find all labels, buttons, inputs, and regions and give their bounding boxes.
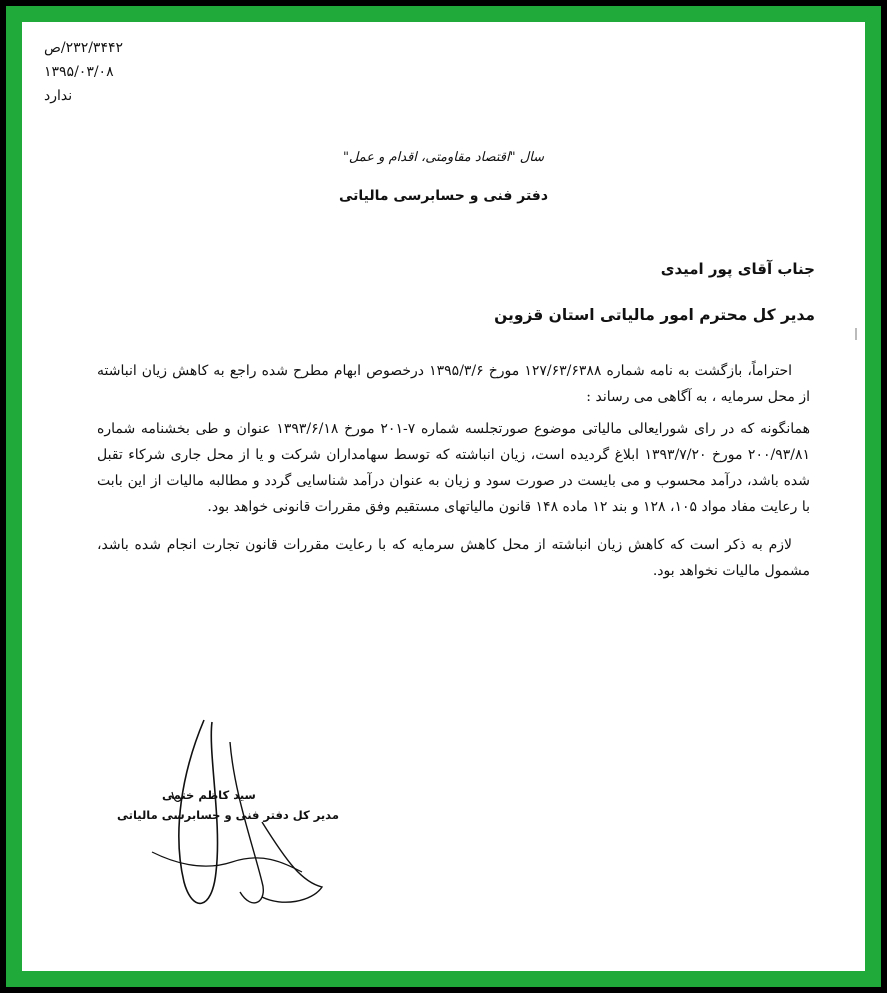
- letter-date: ۱۳۹۵/۰۳/۰۸: [44, 64, 114, 80]
- recipient-title: مدیر کل محترم امور مالیاتی استان قزوین: [494, 306, 815, 324]
- letter-meta: [44, 36, 154, 108]
- paragraph-note: لازم به ذکر است که کاهش زیان انباشته از محل کاهش سرمایه که با رعایت مقررات قانون تجارت انجام شده باشد، مشمول مالیات نخواهد بود.: [97, 537, 810, 579]
- office-name: دفتر فنی و حسابرسی مالیاتی: [338, 188, 549, 204]
- recipient-name: جناب آقای پور امیدی: [660, 260, 815, 278]
- year-slogan: سال "اقتصاد مقاومتی، اقدام و عمل": [342, 150, 545, 165]
- letter-number: ۲۳۲/۳۴۴۲/ص: [44, 40, 124, 56]
- paragraph-main: همانگونه که در رای شورایعالی مالیاتی موضوع صورتجلسه شماره ۷-۲۰۱ مورخ ۱۳۹۳/۶/۱۸ عنوان و طی بخشنامه شماره ۲۰۰/۹۳/۸۱ مورخ ۱۳۹۳/۷/۲۰ ابلاغ گردیده است، زیان انباشته که توسط سهامداران شرکت و یا از محل جاری شرکاء تقبل شده باشد، درآمد محسوب و می بایست در صورت سود و زیان به عنوان درآمد شناسایی گردد و مطالبه مالیات از این بابت با رعایت مفاد مواد ۱۰۵، ۱۲۸ و بند ۱۲ ماده ۱۴۸ قانون مالیاتهای مستقیم وفق مقررات قانونی خواهد بود.: [97, 421, 810, 515]
- letter-page: [22, 22, 865, 971]
- letter-attachment: ندارد: [44, 88, 73, 104]
- paragraph-intro: احتراماً، بازگشت به نامه شماره ۱۲۷/۶۳/۶۳۸۸ مورخ ۱۳۹۵/۳/۶ درخصوص ابهام مطرح شده راجع به کاهش زیان انباشته از محل سرمایه ، به آگاهی می رساند :: [97, 363, 810, 405]
- letter-body: [97, 358, 810, 584]
- signatory-role: مدیر کل دفتر فنی و حسابرسی مالیاتی: [117, 808, 339, 822]
- signatory-name: سید کاظم ختمی: [162, 788, 256, 802]
- scan-mark: [855, 328, 857, 340]
